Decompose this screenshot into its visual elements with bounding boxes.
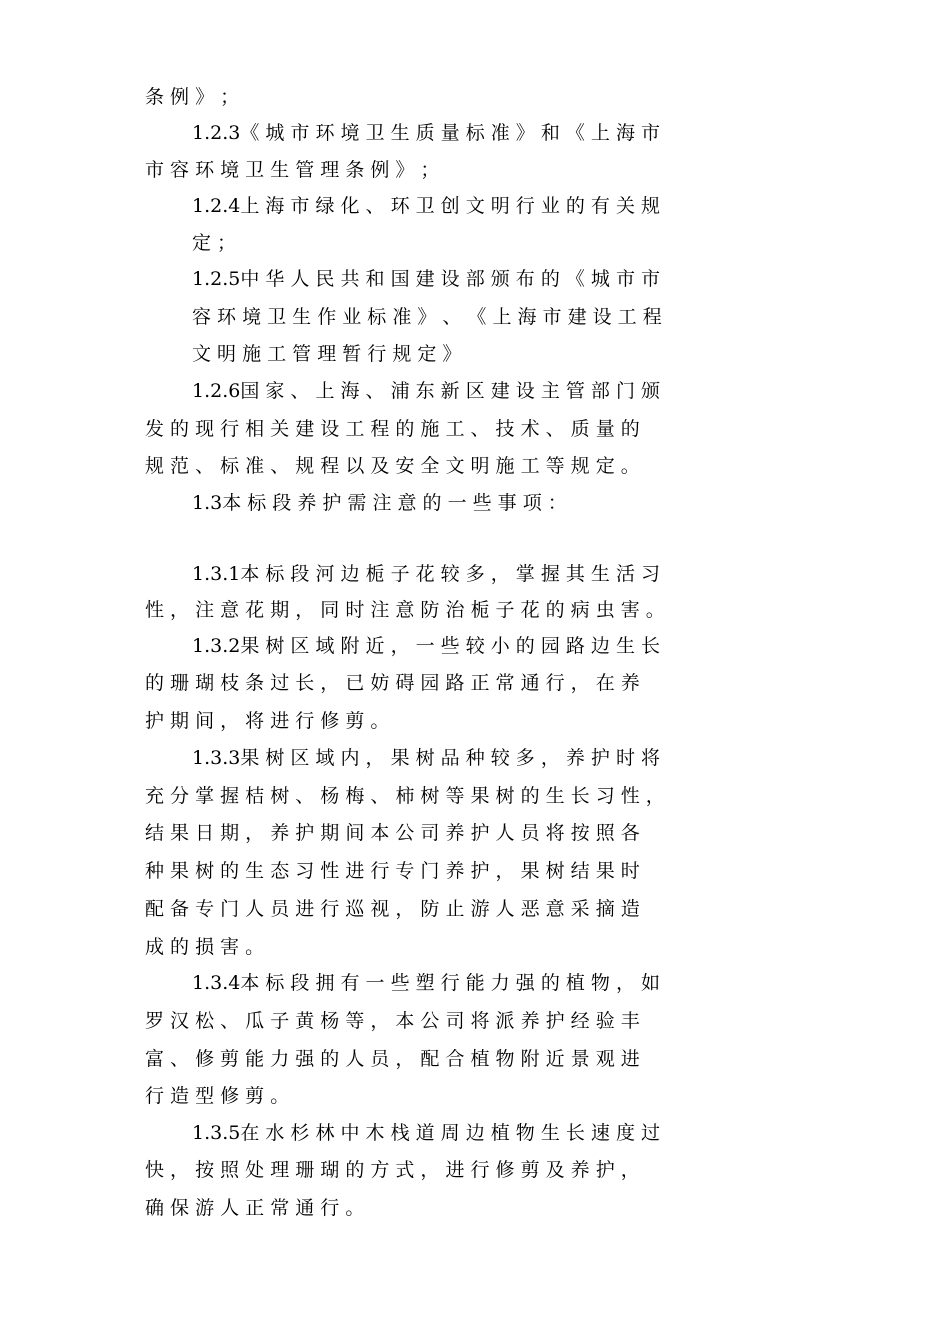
text-line: 充 分 掌 握 桔 树 、 杨 梅 、 柿 树 等 果 树 的 生 长 习 性 ， <box>145 785 665 807</box>
text-line: 1.3.5在 水 杉 林 中 木 栈 道 周 边 植 物 生 长 速 度 过 <box>192 1122 660 1144</box>
text-line: 1.3.3果 树 区 域 内 ， 果 树 品 种 较 多 ， 养 护 时 将 <box>192 747 660 769</box>
text-line: 1.2.4上 海 市 绿 化 、 环 卫 创 文 明 行 业 的 有 关 规 <box>192 195 660 217</box>
text-line: 结 果 日 期 ， 养 护 期 间 本 公 司 养 护 人 员 将 按 照 各 <box>145 822 640 844</box>
text-line: 成 的 损 害 。 <box>145 936 265 958</box>
text-line: 护 期 间 ， 将 进 行 修 剪 。 <box>145 710 390 732</box>
text-line: 种 果 树 的 生 态 习 性 进 行 专 门 养 护 ， 果 树 结 果 时 <box>145 860 640 882</box>
text-line: 1.3.1本 标 段 河 边 栀 子 花 较 多 ， 掌 握 其 生 活 习 <box>192 563 660 585</box>
text-line: 容 环 境 卫 生 作 业 标 准 》 、 《 上 海 市 建 设 工 程 <box>192 306 662 328</box>
text-line: 1.3.4本 标 段 拥 有 一 些 塑 行 能 力 强 的 植 物 ， 如 <box>192 972 660 994</box>
text-line: 1.2.6国 家 、 上 海 、 浦 东 新 区 建 设 主 管 部 门 颁 <box>192 380 660 402</box>
text-line: 规 范 、 标 准 、 规 程 以 及 安 全 文 明 施 工 等 规 定 。 <box>145 455 640 477</box>
text-line: 行 造 型 修 剪 。 <box>145 1085 290 1107</box>
text-line: 快 ， 按 照 处 理 珊 瑚 的 方 式 ， 进 行 修 剪 及 养 护 ， <box>145 1159 640 1181</box>
text-line: 确 保 游 人 正 常 通 行 。 <box>145 1197 365 1219</box>
text-line: 条 例 》 ； <box>145 86 240 108</box>
text-line: 富 、 修 剪 能 力 强 的 人 员 ， 配 合 植 物 附 近 景 观 进 <box>145 1048 640 1070</box>
text-line: 罗 汉 松 、 瓜 子 黄 杨 等 ， 本 公 司 将 派 养 护 经 验 丰 <box>145 1010 640 1032</box>
text-line: 市 容 环 境 卫 生 管 理 条 例 》 ； <box>145 159 440 181</box>
text-line: 性 ， 注 意 花 期 ， 同 时 注 意 防 治 栀 子 花 的 病 虫 害 。 <box>145 599 665 621</box>
text-line: 1.2.5中 华 人 民 共 和 国 建 设 部 颁 布 的 《 城 市 市 <box>192 268 660 290</box>
text-line: 定 ； <box>192 232 237 254</box>
text-line: 配 备 专 门 人 员 进 行 巡 视 ， 防 止 游 人 恶 意 采 摘 造 <box>145 898 640 920</box>
text-line: 发 的 现 行 相 关 建 设 工 程 的 施 工 、 技 术 、 质 量 的 <box>145 418 640 440</box>
text-line: 文 明 施 工 管 理 暂 行 规 定 》 <box>192 343 462 365</box>
text-line: 1.2.3《 城 市 环 境 卫 生 质 量 标 准 》 和 《 上 海 市 <box>192 122 660 144</box>
text-line: 1.3.2果 树 区 域 附 近 ， 一 些 较 小 的 园 路 边 生 长 <box>192 635 660 657</box>
text-line: 的 珊 瑚 枝 条 过 长 ， 已 妨 碍 园 路 正 常 通 行 ， 在 养 <box>145 672 640 694</box>
text-line: 1.3本 标 段 养 护 需 注 意 的 一 些 事 项 ： <box>192 492 567 514</box>
